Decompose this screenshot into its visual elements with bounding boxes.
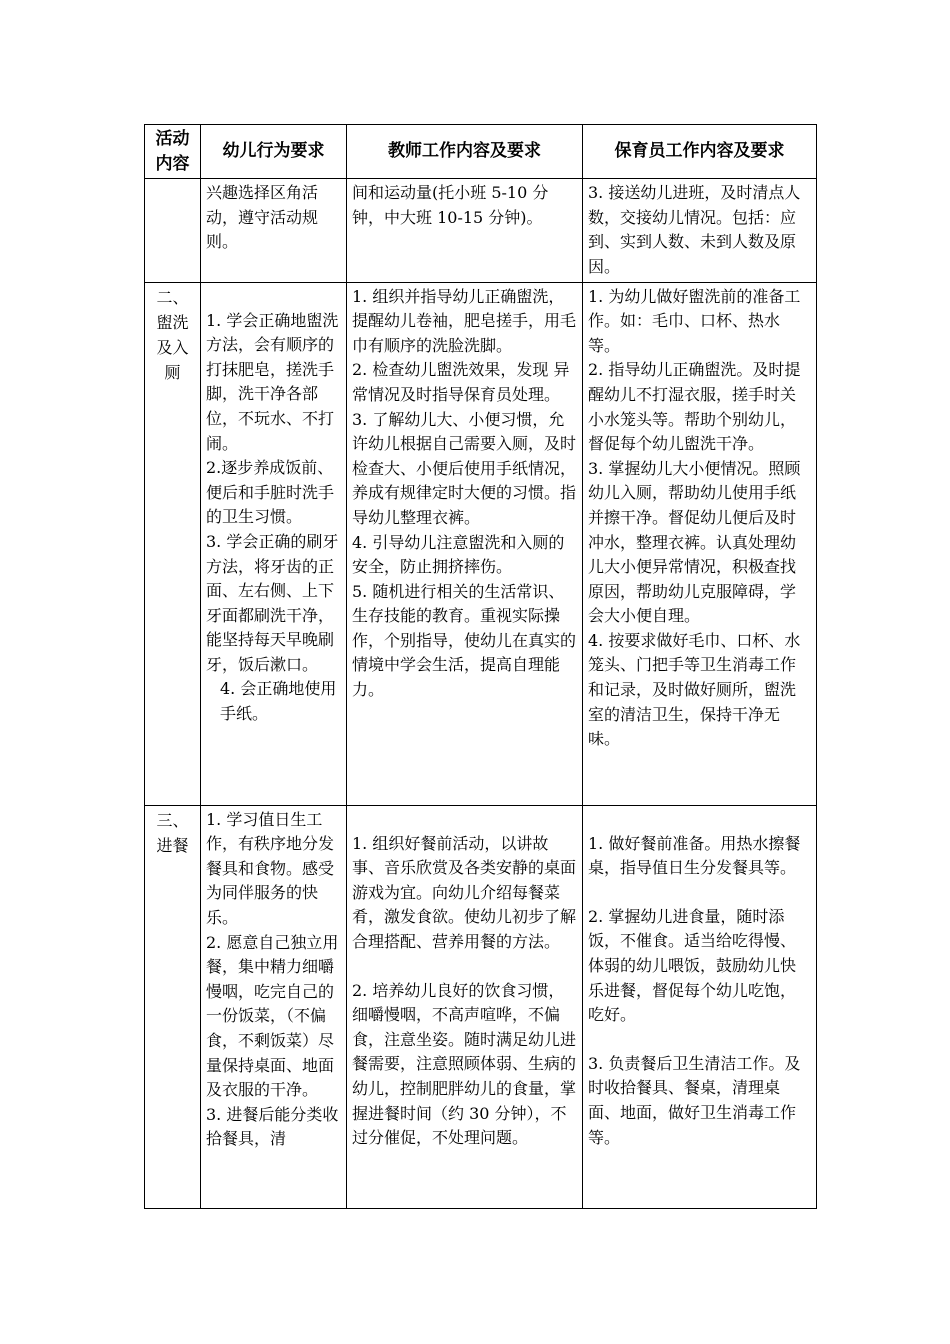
caregiver-item: 1. 做好餐前准备。用热水擦餐桌，指导值日生分发餐具等。: [588, 833, 801, 878]
category-cell: [145, 805, 201, 1208]
teacher-cell: [347, 179, 583, 282]
teacher-cell: [347, 282, 583, 805]
table-header-row: [145, 125, 817, 179]
child-item: 1. 学会正确地盥洗方法，会有顺序的打抹肥皂，搓洗手脚，洗干净各部位，不玩水、不打闹。: [206, 310, 339, 453]
child-item: 2.逐步养成饭前、便后和手脏时洗手的卫生习惯。: [206, 458, 335, 527]
caregiver-item: 2. 掌握幼儿进食量，随时添饭，不催食。适当给吃得慢、体弱的幼儿喂饭，鼓励幼儿快乐进餐，督促每个幼儿吃饱，吃好。: [588, 906, 797, 1025]
caregiver-item: 3. 掌握幼儿大小便情况。照顾幼儿入厕，帮助幼儿使用手纸并擦干净。督促幼儿便后及时冲水，整理衣裤。认真处理幼儿大小便异常情况，积极查找原因，帮助幼儿克服障碍，学会大小便自理。: [588, 458, 801, 626]
header-child: 幼儿行为要求: [201, 125, 347, 179]
child-cell: [201, 805, 347, 1208]
caregiver-item: 3. 接送幼儿进班，及时清点人数，交接幼儿情况。包括：应到、实到人数、未到人数及原因。: [588, 183, 801, 276]
category-label: 二、盥洗及入厕: [156, 287, 189, 382]
teacher-item: 4. 引导幼儿注意盥洗和入厕的安全，防止拥挤摔伤。: [352, 532, 565, 577]
caregiver-item: 4. 按要求做好毛巾、口杯、水笼头、门把手等卫生消毒工作和记录，及时做好厕所，盥洗室的清洁卫生，保持干净无味。: [588, 630, 801, 749]
teacher-item: 1. 组织并指导幼儿正确盥洗，提醒幼儿卷袖，肥皂搓手，用毛巾有顺序的洗脸洗脚。: [352, 286, 577, 355]
teacher-item: 1. 组织好餐前活动，以讲故事、音乐欣赏及各类安静的桌面游戏为宜。向幼儿介绍每餐菜肴，激发食欲。使幼儿初步了解合理搭配、营养用餐的方法。: [352, 833, 577, 951]
caregiver-item: 3. 负责餐后卫生清洁工作。及时收拾餐具、餐桌，清理桌面、地面，做好卫生消毒工作等。: [588, 1053, 801, 1147]
caregiver-item: 1. 为幼儿做好盥洗前的准备工作。如：毛巾、口杯、热水等。: [588, 286, 801, 355]
caregiver-cell: [583, 282, 817, 805]
caregiver-cell: [583, 179, 817, 282]
table-row: [145, 179, 817, 282]
caregiver-item: 2. 指导幼儿正确盥洗。及时提醒幼儿不打湿衣服，搓手时关小水笼头等。帮助个别幼儿，督促每个幼儿盥洗干净。: [588, 360, 801, 454]
child-cell: [201, 282, 347, 805]
caregiver-cell: [583, 805, 817, 1208]
teacher-item: 间和运动量(托小班 5-10 分钟，中大班 10-15 分钟)。: [352, 183, 549, 227]
header-caregiver: 保育员工作内容及要求: [583, 125, 817, 179]
teacher-item: 3. 了解幼儿大、小便习惯，允许幼儿根据自己需要入厕，及时检查大、小便后使用手纸情况，养成有规律定时大便的习惯。指导幼儿整理衣裤。: [352, 409, 577, 527]
child-item: 3. 学会正确的刷牙方法，将牙齿的正面、左右侧、上下牙面都刷洗干净，能坚持每天早晚刷牙，饭后漱口。: [206, 531, 339, 674]
teacher-item: 2. 培养幼儿良好的饮食习惯，细嚼慢咽，不高声喧哗，不偏食，注意坐姿。随时满足幼儿进餐需要，注意照顾体弱、生病的幼儿，控制肥胖幼儿的食量，掌握进餐时间（约 30 分钟），不过分催促，不处理问题。: [352, 980, 577, 1148]
child-item: 4. 会正确地使用手纸。: [220, 679, 337, 724]
child-item: 3. 进餐后能分类收拾餐具，清: [206, 1104, 339, 1149]
category-cell: [145, 179, 201, 282]
child-item: 兴趣选择区角活动，遵守活动规则。: [206, 183, 319, 252]
category-label: 三、进餐: [156, 810, 189, 855]
teacher-item: 2. 检查幼儿盥洗效果，发现 异常情况及时指导保育员处理。: [352, 360, 570, 404]
child-item: 1. 学习值日生工作，有秩序地分发餐具和食物。感受为同伴服务的快乐。: [206, 809, 335, 927]
activity-requirements-table: [144, 124, 817, 1209]
teacher-cell: [347, 805, 583, 1208]
table-row: [145, 282, 817, 805]
child-cell: [201, 179, 347, 282]
teacher-item: 5. 随机进行相关的生活常识、生存技能的教育。重视实际操作，个别指导，使幼儿在真实的情境中学会生活，提高自理能力。: [352, 581, 577, 700]
table-row: [145, 805, 817, 1208]
category-cell: [145, 282, 201, 805]
header-activity: 活动内容: [145, 125, 201, 179]
child-item: 2. 愿意自己独立用餐，集中精力细嚼慢咽，吃完自己的一份饭菜，（不偏食，不剩饭菜）尽量保持桌面、地面及衣服的干净。: [206, 932, 339, 1100]
header-teacher: 教师工作内容及要求: [347, 125, 583, 179]
